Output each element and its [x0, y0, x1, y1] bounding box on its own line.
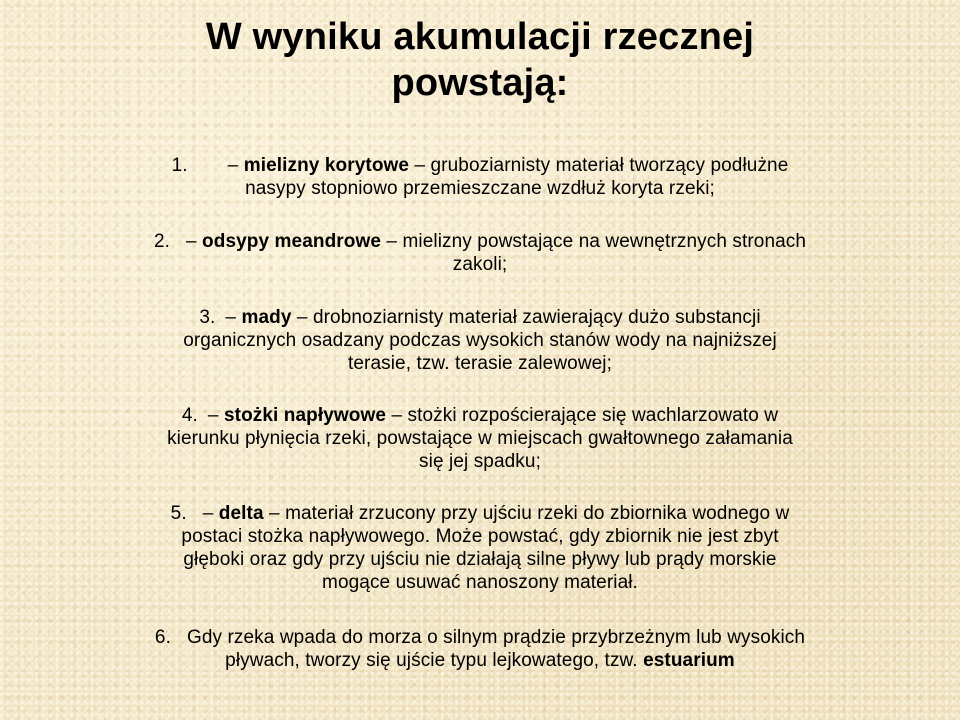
slide-title [0, 14, 960, 106]
list-item-5-term: delta [218, 503, 264, 524]
list-item-2-dash: – [185, 231, 197, 252]
list-item-2-term: odsypy meandrowe [202, 231, 382, 252]
list-item-6 [40, 626, 920, 672]
list-item-3 [80, 306, 880, 375]
list-item-4-line-3: się jej spadku; [419, 451, 541, 472]
list-item-5-text: – materiał zrzucony przy ujściu rzeki do zbiornika wodnego w [269, 503, 790, 524]
list-item-2-number: 2. [153, 231, 170, 252]
list-item-1-line-2: nasypy stopniowo przemieszczane wzdłuż koryta rzeki; [245, 178, 715, 199]
list-item-1 [120, 154, 840, 200]
list-item-1-text: – gruboziarnisty materiał tworzący podłużne [414, 155, 789, 176]
slide-title-line-1: W wyniku akumulacji rzecznej [205, 16, 755, 58]
list-item-5-dash: – [202, 503, 214, 524]
list-item-6-line-1 [40, 626, 920, 649]
slide-title-line-2: powstają: [391, 62, 569, 104]
list-item-3-number: 3. [199, 307, 216, 328]
list-item-3-line-3: terasie, tzw. terasie zalewowej; [347, 353, 613, 374]
list-item-3-line-1 [80, 306, 880, 329]
list-item-5-line-4: mogące usuwać nanoszony materiał. [322, 572, 638, 593]
list-item-2-line-2: zakoli; [452, 254, 508, 275]
list-item-3-text: – drobnoziarnisty materiał zawierający dużo substancji [296, 307, 761, 328]
list-item-4-dash: – [207, 405, 219, 426]
list-item-4-text: – stożki rozpościerające się wachlarzowato w [391, 405, 779, 426]
list-item-1-term: mielizny korytowe [243, 155, 410, 176]
list-item-4-number: 4. [181, 405, 198, 426]
list-item-3-line-2: organicznych osadzany podczas wysokich stanów wody na najniższej [183, 330, 777, 351]
list-item-5-number: 5. [170, 503, 187, 524]
list-item-5 [60, 502, 900, 594]
list-item-6-term: estuarium [643, 650, 735, 671]
list-item-3-dash: – [225, 307, 237, 328]
list-item-1-line-1 [120, 154, 840, 177]
list-item-4-line-2: kierunku płynięcia rzeki, powstające w miejscach gwałtownego załamania [167, 428, 793, 449]
list-item-6-text: Gdy rzeka wpada do morza o silnym prądzie przybrzeżnym lub wysokich [186, 627, 806, 648]
list-item-4-line-1 [60, 404, 900, 427]
list-item-3-term: mady [241, 307, 292, 328]
list-item-5-line-3: głęboki oraz gdy przy ujściu nie działają silne pływy lub prądy morskie [183, 549, 777, 570]
list-item-4-term: stożki napływowe [223, 405, 387, 426]
list-item-6-number: 6. [154, 627, 171, 648]
list-item-1-number: 1. [171, 155, 188, 176]
list-item-2-text: – mielizny powstające na wewnętrznych stronach [386, 231, 807, 252]
list-item-5-line-1 [60, 502, 900, 525]
list-item-6-line-2 [40, 649, 920, 672]
list-item-4 [60, 404, 900, 473]
list-item-6-text-2: pływach, tworzy się ujście typu lejkowatego, tzw. [225, 650, 638, 671]
list-item-5-line-2: postaci stożka napływowego. Może powstać, gdy zbiornik nie jest zbyt [181, 526, 779, 547]
list-item-2 [50, 230, 910, 276]
list-item-1-dash: – [227, 155, 239, 176]
list-item-2-line-1 [50, 230, 910, 253]
